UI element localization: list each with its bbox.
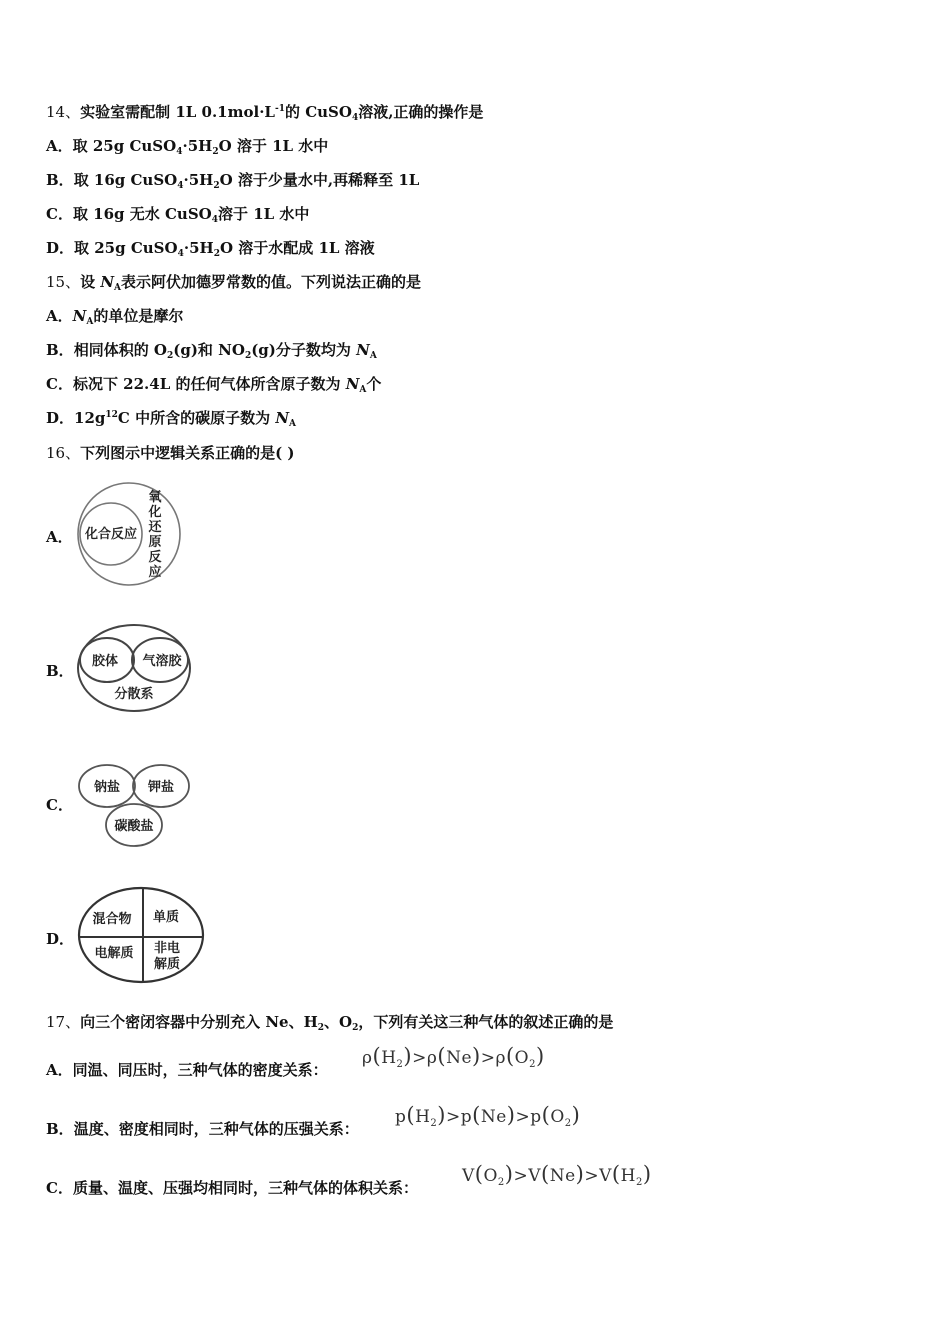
q15-option-d[interactable]: D．$12g^{12}C$ 中所含的碳原子数为 $N_A$ (46, 409, 297, 429)
label-combination-reaction: 化合反应 (84, 527, 138, 542)
label-mixture: 混合物 (92, 912, 132, 927)
q15-option-c[interactable]: C．标况下 22.4L 的任何气体所含原子数为 $N_A$个 (46, 375, 382, 395)
label-redox-char-4: 原 (148, 535, 162, 550)
label-carbonate: 碳酸盐 (114, 819, 154, 834)
label-redox-char-3: 还 (148, 520, 162, 535)
q14-number: 14、 (46, 103, 81, 121)
q17-option-a[interactable]: A．同温、同压时，三种气体的密度关系： (46, 1061, 328, 1079)
diagram-dispersion-venn (74, 620, 194, 716)
label-sodium-salt: 钠盐 (93, 780, 121, 795)
label-redox-char-1: 氧 (148, 490, 162, 505)
q16-stem: 16、下列图示中逻辑关系正确的是( ) (46, 444, 295, 462)
label-colloid: 胶体 (91, 654, 119, 669)
diagram-salts-circles (74, 762, 194, 852)
label-nonelectrolyte-line2: 解质 (153, 957, 181, 972)
q14-stem: 14、实验室需配制 1L $0.1mol\cdot L^{-1}$的 CuSO$_4$溶液,正确的操作是 (46, 103, 484, 123)
q15-stem: 15、设 $N_A$表示阿伏加德罗常数的值。下列说法正确的是 (46, 273, 422, 293)
label-potassium-salt: 钾盐 (147, 780, 175, 795)
diagram-redox-venn (74, 480, 186, 588)
q15-number: 15、 (46, 273, 81, 291)
q17-formula-c: $V(O_2)>V(Ne)>V(H_2)$ (462, 1162, 652, 1188)
label-dispersion-system: 分散系 (114, 687, 154, 702)
q16-option-d-label[interactable]: D． (46, 930, 75, 948)
q16-option-a-label[interactable]: A． (46, 528, 73, 546)
label-electrolyte: 电解质 (94, 946, 134, 961)
label-aerosol: 气溶胶 (142, 654, 182, 669)
q14-option-a[interactable]: A．取 25g $CuSO_4\cdot 5H_2O$ 溶于 1L 水中 (46, 137, 329, 157)
q14-option-d[interactable]: D．取 25g $CuSO_4\cdot 5H_2O$ 溶于水配成 1L 溶液 (46, 239, 375, 259)
label-redox-char-2: 化 (148, 505, 162, 520)
q16-number: 16、 (46, 444, 81, 462)
q17-stem: 17、向三个密闭容器中分别充入 Ne、$H_2$、$O_2$，下列有关这三种气体的叙述正确的是 (46, 1013, 614, 1033)
q17-option-c[interactable]: C．质量、温度、压强均相同时，三种气体的体积关系： (46, 1179, 418, 1197)
q16-option-c-label[interactable]: C． (46, 796, 73, 814)
q15-option-b[interactable]: B．相同体积的 $O_2(g)$和 $NO_2(g)$分子数均为 $N_A$ (46, 341, 377, 361)
q17-formula-a: $\rho(H_2)>\rho(Ne)>\rho(O_2)$ (362, 1044, 545, 1070)
q17-number: 17、 (46, 1013, 81, 1031)
q15-option-a[interactable]: A．$N_A$的单位是摩尔 (46, 307, 184, 327)
q17-formula-b: $p(H_2)>p(Ne)>p(O_2)$ (395, 1103, 581, 1129)
q14-option-c[interactable]: C．取 16g 无水 CuSO$_4$溶于 1L 水中 (46, 205, 310, 225)
label-redox-char-5: 反 (148, 550, 162, 565)
label-element: 单质 (152, 910, 180, 925)
label-nonelectrolyte-line1: 非电 (153, 941, 181, 956)
q17-option-b[interactable]: B．温度、密度相同时，三种气体的压强关系： (46, 1120, 359, 1138)
q14-option-b[interactable]: B．取 16g $CuSO_4\cdot 5H_2O$ 溶于少量水中,再稀释至 1L (46, 171, 420, 191)
outer-ellipse-quadrants (79, 888, 203, 982)
diagram-quadrant-classification (74, 884, 208, 986)
label-redox-char-6: 应 (148, 565, 162, 580)
q16-option-b-label[interactable]: B． (46, 662, 74, 680)
